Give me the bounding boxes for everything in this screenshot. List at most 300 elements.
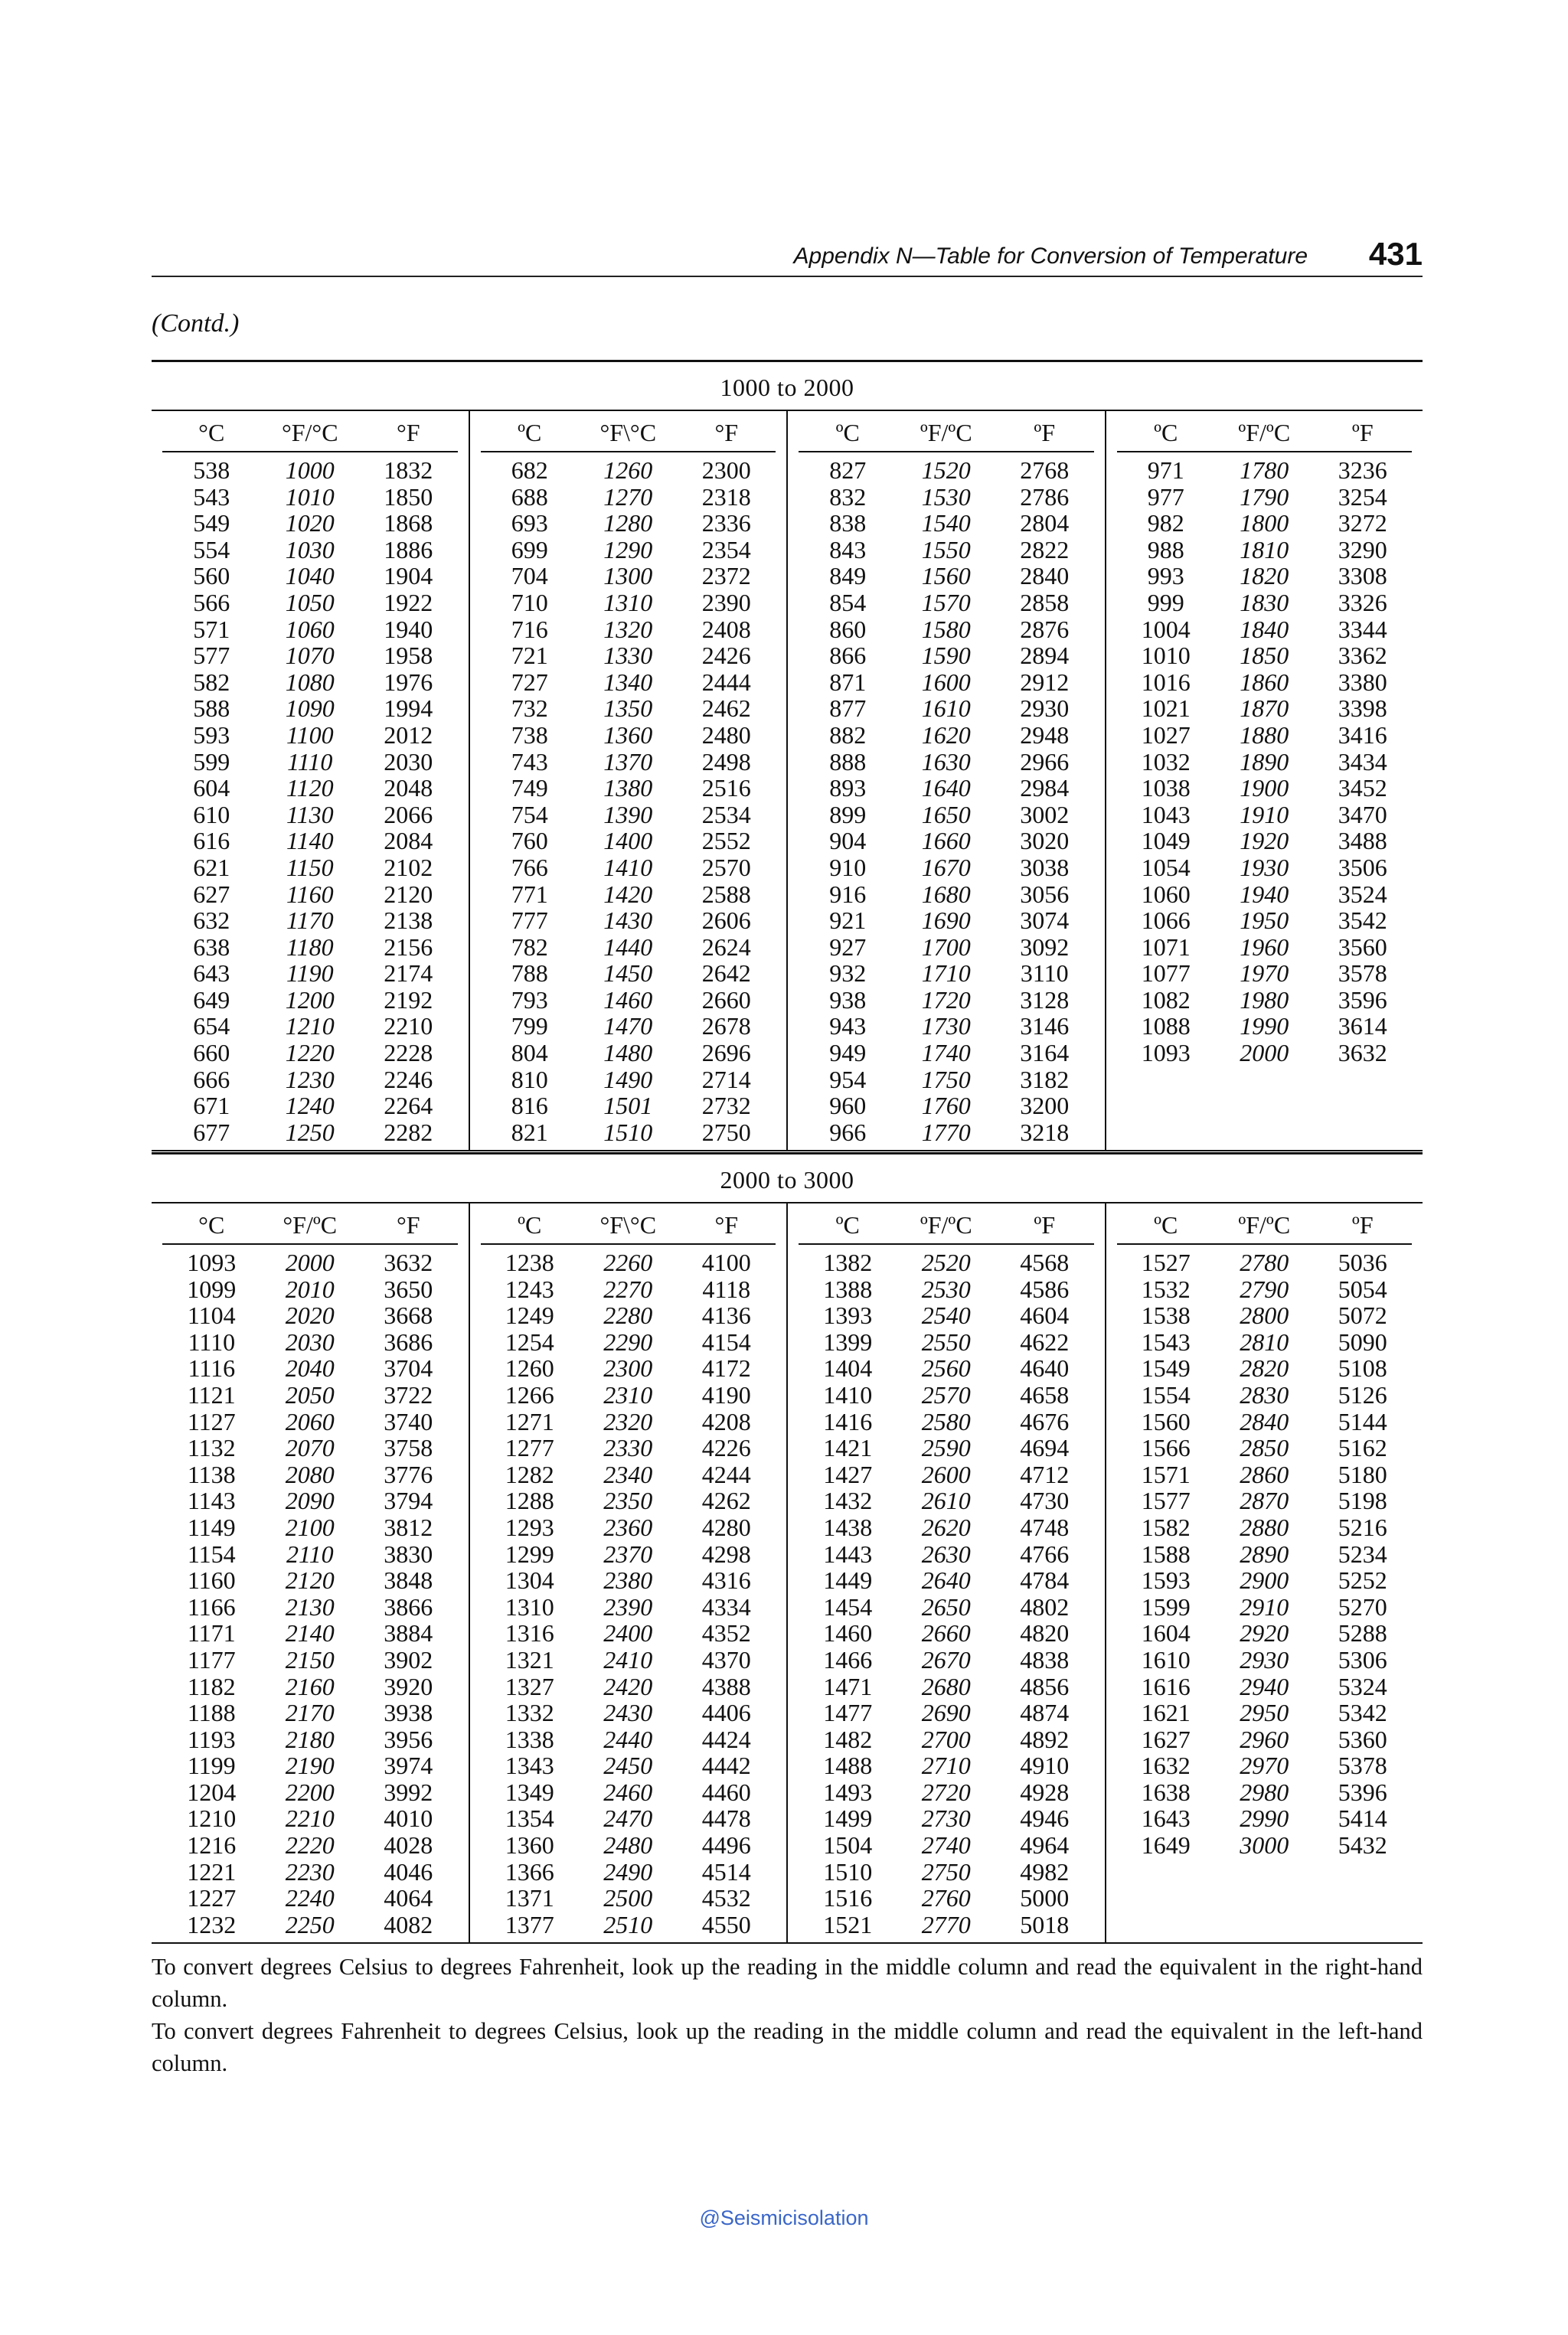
celsius-cell: 843	[829, 535, 867, 563]
table-row	[1117, 722, 1413, 749]
celsius-cell: 1004	[1141, 615, 1191, 643]
fahrenheit-cell: 3056	[1020, 880, 1070, 908]
celsius-cell: 760	[511, 827, 548, 855]
fahrenheit-cell: 5324	[1338, 1672, 1387, 1700]
celsius-cell: 610	[193, 800, 230, 828]
table-row	[481, 1249, 776, 1276]
fahrenheit-cell: 4334	[701, 1592, 751, 1621]
table-row	[481, 1859, 776, 1886]
fahrenheit-cell: 2570	[701, 853, 751, 881]
fahrenheit-cell: 5018	[1020, 1910, 1070, 1938]
table-row	[799, 1594, 1094, 1621]
reading-cell: 1420	[603, 880, 653, 908]
fahrenheit-cell: 4712	[1020, 1460, 1070, 1488]
table-row	[481, 457, 776, 484]
table-row	[162, 669, 458, 696]
fahrenheit-cell: 2084	[384, 827, 433, 855]
reading-cell: 2730	[921, 1804, 971, 1833]
column-group	[469, 1203, 787, 1942]
column-header: ºF	[1351, 419, 1374, 446]
fahrenheit-cell: 3650	[384, 1275, 433, 1303]
reading-cell: 1200	[285, 985, 335, 1014]
celsius-cell: 1099	[187, 1275, 237, 1303]
celsius-cell: 1032	[1141, 747, 1191, 776]
celsius-cell: 810	[511, 1065, 548, 1093]
fahrenheit-cell: 2354	[701, 535, 751, 563]
table-row	[162, 1461, 458, 1488]
celsius-cell: 816	[511, 1092, 548, 1120]
table-row	[1117, 510, 1413, 537]
reading-cell: 1730	[921, 1012, 971, 1040]
table-row	[481, 1674, 776, 1700]
celsius-cell: 604	[193, 774, 230, 802]
table-row	[799, 775, 1094, 802]
table-row	[799, 642, 1094, 669]
reading-cell: 2010	[285, 1275, 335, 1303]
reading-cell: 1510	[603, 1118, 653, 1146]
table-row	[162, 1541, 458, 1568]
fahrenheit-cell: 2516	[701, 774, 751, 802]
table-row	[799, 749, 1094, 776]
fahrenheit-cell: 3866	[384, 1592, 433, 1621]
table-row	[799, 1409, 1094, 1435]
column-body	[799, 452, 1094, 1150]
fahrenheit-cell: 5306	[1338, 1645, 1387, 1674]
table-row	[1117, 1594, 1413, 1621]
celsius-cell: 1121	[187, 1380, 236, 1409]
celsius-cell: 1377	[505, 1910, 554, 1938]
reading-cell: 2290	[603, 1328, 653, 1356]
celsius-cell: 1621	[1141, 1699, 1191, 1727]
table-row	[799, 616, 1094, 643]
fahrenheit-cell: 3578	[1338, 959, 1387, 988]
table-row	[1117, 1752, 1413, 1779]
fahrenheit-cell: 1958	[384, 642, 433, 670]
fahrenheit-cell: 3632	[384, 1249, 433, 1276]
fahrenheit-cell: 3128	[1020, 985, 1070, 1014]
celsius-cell: 727	[511, 668, 548, 696]
reading-cell: 2360	[603, 1513, 653, 1541]
fahrenheit-cell: 3974	[384, 1752, 433, 1780]
celsius-cell: 977	[1147, 482, 1184, 511]
celsius-cell: 1404	[823, 1354, 873, 1383]
celsius-cell: 1160	[187, 1566, 236, 1595]
reading-cell: 1010	[285, 482, 335, 511]
fahrenheit-cell: 3380	[1338, 668, 1387, 696]
reading-cell: 1870	[1240, 694, 1289, 723]
table-row	[162, 1249, 458, 1276]
reading-cell: 2460	[603, 1778, 653, 1806]
fahrenheit-cell: 2012	[384, 720, 433, 749]
reading-cell: 2240	[285, 1884, 335, 1912]
celsius-cell: 1027	[1141, 720, 1191, 749]
table-row	[1117, 960, 1413, 987]
table-row	[799, 1647, 1094, 1674]
reading-cell: 2350	[603, 1487, 653, 1515]
fahrenheit-cell: 2426	[701, 642, 751, 670]
column-header-row	[1117, 1203, 1413, 1245]
reading-cell: 2130	[285, 1592, 335, 1621]
reading-cell: 2220	[285, 1831, 335, 1860]
celsius-cell: 1521	[823, 1910, 873, 1938]
fahrenheit-cell: 4766	[1020, 1540, 1070, 1568]
column-body	[162, 1245, 458, 1942]
reading-cell: 2910	[1240, 1592, 1289, 1621]
column-header-row	[481, 1203, 776, 1245]
reading-cell: 2190	[285, 1752, 335, 1780]
celsius-cell: 854	[829, 588, 867, 616]
fahrenheit-cell: 4910	[1020, 1752, 1070, 1780]
table-row	[481, 1119, 776, 1146]
reading-cell: 1120	[286, 774, 334, 802]
celsius-cell: 1627	[1141, 1725, 1191, 1753]
celsius-cell: 1466	[823, 1645, 873, 1674]
fahrenheit-cell: 4064	[384, 1884, 433, 1912]
table-row	[162, 1912, 458, 1938]
celsius-cell: 943	[829, 1012, 867, 1040]
celsius-cell: 893	[829, 774, 867, 802]
reading-cell: 1710	[921, 959, 971, 988]
table-row	[1117, 749, 1413, 776]
table-row	[799, 1355, 1094, 1382]
reading-cell: 1940	[1240, 880, 1289, 908]
reading-cell: 2530	[921, 1275, 971, 1303]
celsius-cell: 1510	[823, 1857, 873, 1886]
fahrenheit-cell: 3740	[384, 1407, 433, 1435]
table-row	[481, 669, 776, 696]
fahrenheit-cell: 3110	[1020, 959, 1069, 988]
column-header: ºC	[835, 419, 860, 446]
fahrenheit-cell: 2714	[701, 1065, 751, 1093]
fahrenheit-cell: 5288	[1338, 1619, 1387, 1648]
table-row	[1117, 589, 1413, 616]
fahrenheit-cell: 4424	[701, 1725, 751, 1753]
fahrenheit-cell: 4136	[701, 1301, 751, 1330]
celsius-cell: 1049	[1141, 827, 1191, 855]
reading-cell: 1850	[1240, 642, 1289, 670]
celsius-cell: 866	[829, 642, 867, 670]
reading-cell: 1380	[603, 774, 653, 802]
celsius-cell: 1649	[1141, 1831, 1191, 1860]
reading-cell: 1320	[603, 615, 653, 643]
fahrenheit-cell: 2750	[701, 1118, 751, 1146]
reading-cell: 2230	[285, 1857, 335, 1886]
fahrenheit-cell: 4442	[701, 1752, 751, 1780]
table-row	[481, 934, 776, 961]
column-group	[786, 411, 1105, 1150]
table-row	[481, 828, 776, 854]
celsius-cell: 804	[511, 1039, 548, 1067]
column-header-row	[799, 411, 1094, 452]
celsius-cell: 904	[829, 827, 867, 855]
celsius-cell: 621	[193, 853, 230, 881]
table-row	[799, 1092, 1094, 1119]
table-row	[799, 484, 1094, 511]
table-row	[1117, 1040, 1413, 1066]
celsius-cell: 1477	[823, 1699, 873, 1727]
celsius-cell: 1138	[187, 1460, 236, 1488]
table-row	[162, 1859, 458, 1886]
reading-cell: 1400	[603, 827, 653, 855]
reading-cell: 1430	[603, 906, 653, 935]
reading-cell: 1190	[286, 959, 334, 988]
celsius-cell: 1221	[187, 1857, 237, 1886]
celsius-cell: 1188	[187, 1699, 236, 1727]
fahrenheit-cell: 4694	[1020, 1434, 1070, 1462]
table-row	[1117, 1832, 1413, 1859]
reading-cell: 2090	[285, 1487, 335, 1515]
column-group	[1105, 1203, 1423, 1942]
reading-cell: 1860	[1240, 668, 1289, 696]
fahrenheit-cell: 3272	[1338, 509, 1387, 537]
reading-cell: 2490	[603, 1857, 653, 1886]
fahrenheit-cell: 4460	[701, 1778, 751, 1806]
fahrenheit-cell: 2768	[1020, 456, 1070, 484]
reading-cell: 1820	[1240, 562, 1289, 590]
fahrenheit-cell: 4748	[1020, 1513, 1070, 1541]
celsius-cell: 1066	[1141, 906, 1191, 935]
table-row	[162, 1700, 458, 1726]
reading-cell: 1750	[921, 1065, 971, 1093]
celsius-cell: 827	[829, 456, 867, 484]
celsius-cell: 777	[511, 906, 548, 935]
table-row	[481, 1355, 776, 1382]
reading-cell: 1790	[1240, 482, 1289, 511]
celsius-cell: 1277	[505, 1434, 554, 1462]
fahrenheit-cell: 3524	[1338, 880, 1387, 908]
fahrenheit-cell: 5360	[1338, 1725, 1387, 1753]
reading-cell: 1580	[921, 615, 971, 643]
reading-cell: 2120	[285, 1566, 335, 1595]
fahrenheit-cell: 5396	[1338, 1778, 1387, 1806]
table-row	[162, 881, 458, 908]
fahrenheit-cell: 4658	[1020, 1380, 1070, 1409]
column-header: °F	[714, 419, 739, 446]
fahrenheit-cell: 2372	[701, 562, 751, 590]
reading-cell: 2700	[921, 1725, 971, 1753]
fahrenheit-cell: 3758	[384, 1434, 433, 1462]
reading-cell: 1280	[603, 509, 653, 537]
table-row	[481, 881, 776, 908]
column-group	[786, 1203, 1105, 1942]
reading-cell: 1440	[603, 932, 653, 961]
fahrenheit-cell: 3506	[1338, 853, 1387, 881]
column-header-row	[162, 1203, 458, 1245]
table-row	[162, 695, 458, 722]
reading-cell: 2070	[285, 1434, 335, 1462]
reading-cell: 1780	[1240, 456, 1289, 484]
celsius-cell: 666	[193, 1065, 230, 1093]
table-row	[481, 1461, 776, 1488]
column-header: °C	[198, 419, 225, 446]
fahrenheit-cell: 3164	[1020, 1039, 1070, 1067]
table-row	[162, 1885, 458, 1912]
column-header: ºF/ºC	[920, 1211, 972, 1239]
table-row	[162, 1726, 458, 1753]
celsius-cell: 571	[193, 615, 230, 643]
table-row	[1117, 1355, 1413, 1382]
celsius-cell: 982	[1147, 509, 1184, 537]
celsius-cell: 882	[829, 720, 867, 749]
reading-cell: 2600	[921, 1460, 971, 1488]
fahrenheit-cell: 3074	[1020, 906, 1070, 935]
reading-cell: 1250	[285, 1118, 335, 1146]
reading-cell: 2060	[285, 1407, 335, 1435]
fahrenheit-cell: 2246	[384, 1065, 433, 1093]
reading-cell: 1620	[921, 720, 971, 749]
celsius-cell: 1549	[1141, 1354, 1191, 1383]
column-header-row	[481, 411, 776, 452]
table-row	[162, 1092, 458, 1119]
fahrenheit-cell: 4874	[1020, 1699, 1070, 1727]
reading-cell: 2180	[285, 1725, 335, 1753]
reading-cell: 2660	[921, 1619, 971, 1648]
table-row	[799, 1726, 1094, 1753]
celsius-cell: 999	[1147, 588, 1184, 616]
table-row	[799, 854, 1094, 881]
celsius-cell: 1449	[823, 1566, 873, 1595]
fahrenheit-cell: 3848	[384, 1566, 433, 1595]
fahrenheit-cell: 3398	[1338, 694, 1387, 723]
table-row	[481, 1805, 776, 1832]
column-group	[152, 1203, 469, 1942]
column-body	[1117, 1245, 1413, 1863]
fahrenheit-cell: 3632	[1338, 1039, 1387, 1067]
reading-cell: 1690	[921, 906, 971, 935]
reading-cell: 2990	[1240, 1804, 1289, 1833]
celsius-cell: 1021	[1141, 694, 1191, 723]
celsius-cell: 1410	[823, 1380, 873, 1409]
reading-cell: 2570	[921, 1380, 971, 1409]
celsius-cell: 616	[193, 827, 230, 855]
celsius-cell: 749	[511, 774, 548, 802]
reading-cell: 2210	[285, 1804, 335, 1833]
table-row	[1117, 1779, 1413, 1806]
celsius-cell: 1360	[505, 1831, 554, 1860]
fahrenheit-cell: 3812	[384, 1513, 433, 1541]
celsius-cell: 1060	[1141, 880, 1191, 908]
celsius-cell: 782	[511, 932, 548, 961]
reading-cell: 2520	[921, 1249, 971, 1276]
celsius-cell: 1393	[823, 1301, 873, 1330]
celsius-cell: 921	[829, 906, 867, 935]
reading-cell: 2380	[603, 1566, 653, 1595]
celsius-cell: 916	[829, 880, 867, 908]
celsius-cell: 1116	[188, 1354, 236, 1383]
table-row	[1117, 1302, 1413, 1329]
celsius-cell: 899	[829, 800, 867, 828]
celsius-cell: 1427	[823, 1460, 873, 1488]
table-row	[1117, 1567, 1413, 1594]
reading-cell: 2580	[921, 1407, 971, 1435]
fahrenheit-cell: 4370	[701, 1645, 751, 1674]
fahrenheit-cell: 3218	[1020, 1118, 1070, 1146]
table-row	[799, 1276, 1094, 1303]
fahrenheit-cell: 2336	[701, 509, 751, 537]
table-row	[799, 1514, 1094, 1541]
reading-cell: 2840	[1240, 1407, 1289, 1435]
celsius-cell: 1571	[1141, 1460, 1191, 1488]
celsius-cell: 1299	[505, 1540, 554, 1568]
reading-cell: 2860	[1240, 1460, 1289, 1488]
reading-cell: 1260	[603, 456, 653, 484]
fahrenheit-cell: 4676	[1020, 1407, 1070, 1435]
reading-cell: 2800	[1240, 1301, 1289, 1330]
celsius-cell: 1193	[187, 1725, 236, 1753]
fahrenheit-cell: 3488	[1338, 827, 1387, 855]
reading-cell: 2420	[603, 1672, 653, 1700]
fahrenheit-cell: 4208	[701, 1407, 751, 1435]
table-row	[481, 802, 776, 828]
celsius-cell: 1127	[187, 1407, 236, 1435]
table-row	[799, 1302, 1094, 1329]
table-row	[162, 510, 458, 537]
table-row	[481, 1092, 776, 1119]
reading-cell: 1220	[285, 1039, 335, 1067]
celsius-cell: 927	[829, 932, 867, 961]
column-header: °F	[714, 1211, 739, 1239]
celsius-cell: 1266	[505, 1380, 554, 1409]
table-row	[1117, 1647, 1413, 1674]
table-row	[799, 1620, 1094, 1647]
table-row	[799, 1541, 1094, 1568]
celsius-cell: 593	[193, 720, 230, 749]
reading-cell: 2200	[285, 1778, 335, 1806]
fahrenheit-cell: 4028	[384, 1831, 433, 1860]
celsius-cell: 566	[193, 588, 230, 616]
fahrenheit-cell: 4982	[1020, 1857, 1070, 1886]
fahrenheit-cell: 3956	[384, 1725, 433, 1753]
reading-cell: 2690	[921, 1699, 971, 1727]
celsius-cell: 1532	[1141, 1275, 1191, 1303]
table-row	[799, 1249, 1094, 1276]
reading-cell: 2440	[603, 1725, 653, 1753]
table-row	[162, 802, 458, 828]
reading-cell: 2920	[1240, 1619, 1289, 1648]
celsius-cell: 1593	[1141, 1566, 1191, 1595]
table-row	[162, 749, 458, 776]
fahrenheit-cell: 5252	[1338, 1566, 1387, 1595]
celsius-cell: 966	[829, 1118, 867, 1146]
table-row	[162, 1435, 458, 1461]
table-row	[481, 1912, 776, 1938]
fahrenheit-cell: 4550	[701, 1910, 751, 1938]
celsius-cell: 1016	[1141, 668, 1191, 696]
celsius-cell: 1232	[187, 1910, 237, 1938]
celsius-cell: 1366	[505, 1857, 554, 1886]
table-row	[481, 537, 776, 563]
fahrenheit-cell: 2822	[1020, 535, 1070, 563]
celsius-cell: 1043	[1141, 800, 1191, 828]
celsius-cell: 1316	[505, 1619, 554, 1648]
celsius-cell: 643	[193, 959, 230, 988]
celsius-cell: 1204	[187, 1778, 237, 1806]
celsius-cell: 1354	[505, 1804, 554, 1833]
celsius-cell: 1499	[823, 1804, 873, 1833]
reading-cell: 2790	[1240, 1275, 1289, 1303]
celsius-cell: 1093	[1141, 1039, 1191, 1067]
celsius-cell: 1038	[1141, 774, 1191, 802]
table-row	[799, 1885, 1094, 1912]
reading-cell: 2030	[285, 1328, 335, 1356]
reading-cell: 1360	[603, 720, 653, 749]
celsius-cell: 1527	[1141, 1249, 1191, 1276]
fahrenheit-cell: 5432	[1338, 1831, 1387, 1860]
reading-cell: 1900	[1240, 774, 1289, 802]
celsius-cell: 1171	[187, 1619, 236, 1648]
fahrenheit-cell: 3704	[384, 1354, 433, 1383]
reading-cell: 2630	[921, 1540, 971, 1568]
